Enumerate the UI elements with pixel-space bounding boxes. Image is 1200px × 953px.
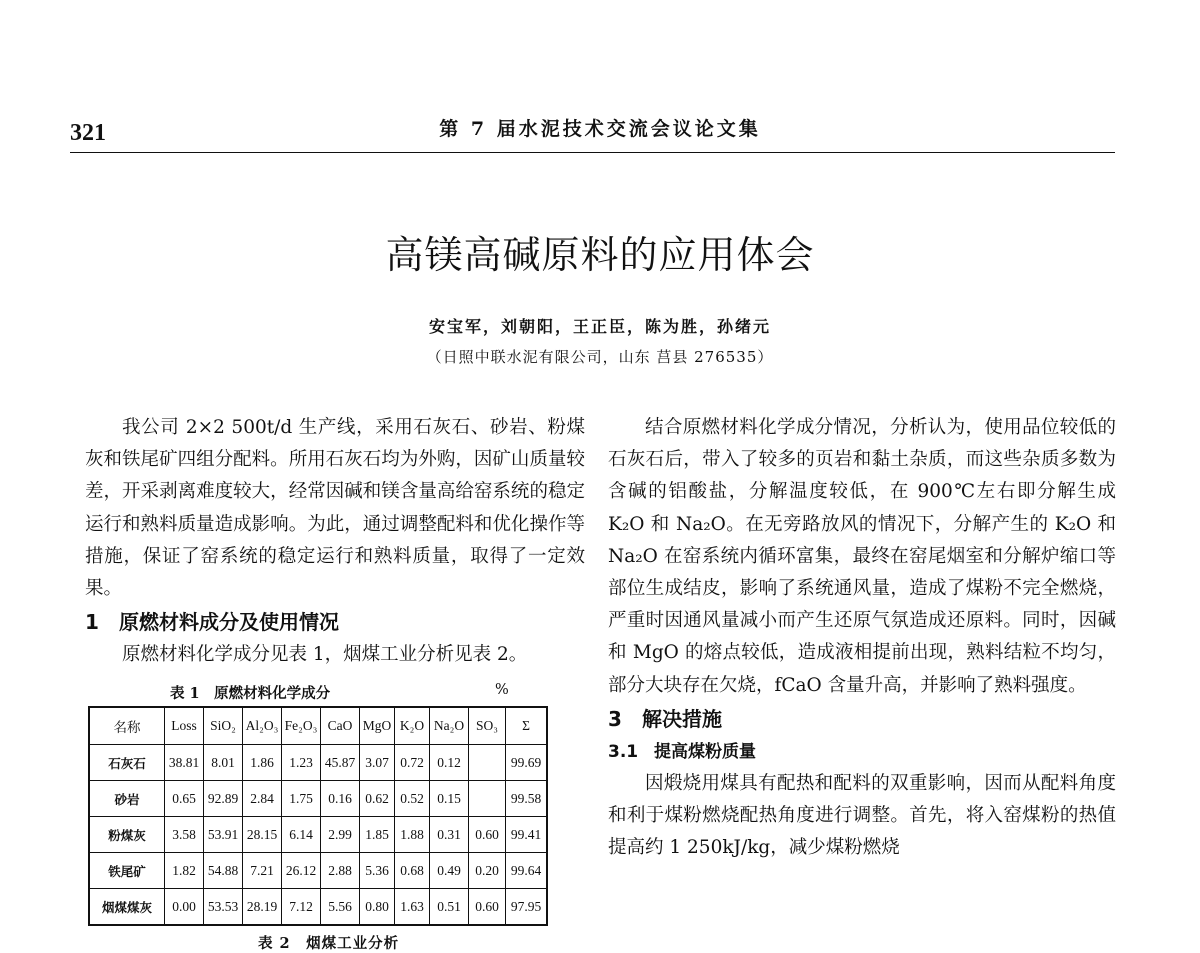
table-cell: 3.58 bbox=[165, 817, 204, 853]
table-cell: 99.69 bbox=[506, 745, 548, 781]
section-1-heading bbox=[85, 605, 585, 639]
col-header-so3: SO₃ bbox=[469, 707, 506, 745]
table-cell: 0.49 bbox=[430, 853, 469, 889]
article-authors: 安宝军，刘朝阳，王正臣，陈为胜，孙绪元 bbox=[428, 317, 771, 336]
page-number: 321 bbox=[70, 120, 106, 146]
table-row bbox=[89, 889, 547, 926]
table-1-unit: % bbox=[495, 682, 509, 698]
section-3-number: 3 bbox=[608, 706, 622, 731]
table-cell: 铁尾矿 bbox=[89, 853, 165, 889]
table-2-caption: 表 2 烟煤工业分析 bbox=[258, 935, 400, 952]
intro-paragraph: 我公司 2×2 500t/d 生产线，采用石灰石、砂岩、粉煤灰和铁尾矿四组分配料。所用石灰石均为外购，因矿山质量较差，开采剥离难度较大，经常因碱和镁含量高给窑系统的稳定运行和熟料质量造成影响。为此，通过调整配料和优化操作等措施，保证了窑系统的稳定运行和熟料质量，取得了一定效果。 bbox=[85, 417, 585, 600]
header-rule bbox=[70, 152, 1115, 153]
table-cell: 石灰石 bbox=[89, 745, 165, 781]
analysis-paragraph: 结合原燃材料化学成分情况，分析认为，使用品位较低的石灰石后，带入了较多的页岩和黏土杂质，而这些杂质多数为含碱的铝酸盐，分解温度较低，在 900℃左右即分解生成 K₂O 和 Na₂O。在无旁路放风的情况下，分解产生的 K₂O 和 Na₂O 在窑系统内循环富集，最终在窑尾烟室和分解炉缩口等部位生成结皮，影响了系统通风量，造成了煤粉不完全燃烧，严重时因通风量减小而产生还原气氛造成还原料。同时，因碱和 MgO 的熔点较低，造成液相提前出现，熟料结粒不均匀，部分大块存在欠烧，fCaO 含量升高，并影响了熟料强度。 bbox=[608, 417, 1116, 696]
table-cell: 28.19 bbox=[243, 889, 282, 926]
table-cell bbox=[469, 781, 506, 817]
table-cell: 0.60 bbox=[469, 817, 506, 853]
table-cell: 54.88 bbox=[204, 853, 243, 889]
table-row bbox=[89, 745, 547, 781]
section-3-title: 解决措施 bbox=[642, 706, 722, 731]
table-cell: 53.91 bbox=[204, 817, 243, 853]
section-1-number: 1 bbox=[85, 610, 99, 635]
table-cell: 3.07 bbox=[360, 745, 395, 781]
table-cell: 0.31 bbox=[430, 817, 469, 853]
table-cell: 2.84 bbox=[243, 781, 282, 817]
table-cell: 99.41 bbox=[506, 817, 548, 853]
table-cell: 0.80 bbox=[360, 889, 395, 926]
col-header-al2o3: Al₂O₃ bbox=[243, 707, 282, 745]
table-cell: 1.85 bbox=[360, 817, 395, 853]
table-cell: 99.64 bbox=[506, 853, 548, 889]
table-1-caption: 表 1 原燃材料化学成分 bbox=[170, 685, 331, 702]
table-cell: 1.86 bbox=[243, 745, 282, 781]
section-3-1-heading bbox=[608, 736, 1116, 768]
col-header-sum: Σ bbox=[506, 707, 548, 745]
table-cell: 28.15 bbox=[243, 817, 282, 853]
right-column bbox=[608, 412, 1116, 864]
table-cell: 8.01 bbox=[204, 745, 243, 781]
table-cell: 26.12 bbox=[282, 853, 321, 889]
table-cell: 1.88 bbox=[395, 817, 430, 853]
section-3-1-number: 3.1 bbox=[608, 741, 639, 762]
table-cell: 5.36 bbox=[360, 853, 395, 889]
table-cell: 1.23 bbox=[282, 745, 321, 781]
table-cell: 0.52 bbox=[395, 781, 430, 817]
table-cell: 0.65 bbox=[165, 781, 204, 817]
table-cell: 92.89 bbox=[204, 781, 243, 817]
table-cell: 45.87 bbox=[321, 745, 360, 781]
article-title: 高镁高碱原料的应用体会 bbox=[385, 233, 815, 277]
table-cell: 6.14 bbox=[282, 817, 321, 853]
article-affiliation: （日照中联水泥有限公司，山东 莒县 276535） bbox=[426, 348, 774, 366]
table-cell: 砂岩 bbox=[89, 781, 165, 817]
table-cell: 0.62 bbox=[360, 781, 395, 817]
table-cell: 7.21 bbox=[243, 853, 282, 889]
table-cell: 粉煤灰 bbox=[89, 817, 165, 853]
table-cell: 0.16 bbox=[321, 781, 360, 817]
table-1 bbox=[88, 706, 548, 926]
col-header-cao: CaO bbox=[321, 707, 360, 745]
table-cell: 99.58 bbox=[506, 781, 548, 817]
col-header-loss: Loss bbox=[165, 707, 204, 745]
table-cell: 0.60 bbox=[469, 889, 506, 926]
table-cell: 97.95 bbox=[506, 889, 548, 926]
col-header-k2o: K₂O bbox=[395, 707, 430, 745]
table-cell: 0.20 bbox=[469, 853, 506, 889]
table-cell: 5.56 bbox=[321, 889, 360, 926]
col-header-sio2: SiO₂ bbox=[204, 707, 243, 745]
section-3-heading bbox=[608, 702, 1116, 736]
table-cell bbox=[469, 745, 506, 781]
table-row bbox=[89, 781, 547, 817]
table-cell: 38.81 bbox=[165, 745, 204, 781]
table-header-row bbox=[89, 707, 547, 745]
table-cell: 0.72 bbox=[395, 745, 430, 781]
table-cell: 0.51 bbox=[430, 889, 469, 926]
table-cell: 53.53 bbox=[204, 889, 243, 926]
section-3-1-paragraph: 因煅烧用煤具有配热和配料的双重影响，因而从配料角度和利于煤粉燃烧配热角度进行调整。首先，将入窑煤粉的热值提高约 1 250kJ/kg，减少煤粉燃烧 bbox=[608, 772, 1116, 859]
table-cell: 1.82 bbox=[165, 853, 204, 889]
table-cell: 0.12 bbox=[430, 745, 469, 781]
section-1-title: 原燃材料成分及使用情况 bbox=[119, 610, 339, 635]
table-cell: 2.88 bbox=[321, 853, 360, 889]
table-cell: 0.15 bbox=[430, 781, 469, 817]
left-column bbox=[85, 412, 585, 671]
running-head: 第 7 届水泥技术交流会议论文集 bbox=[439, 118, 761, 140]
table-cell: 0.68 bbox=[395, 853, 430, 889]
table-cell: 2.99 bbox=[321, 817, 360, 853]
col-header-name: 名称 bbox=[89, 707, 165, 745]
section-3-1-title: 提高煤粉质量 bbox=[654, 741, 756, 762]
table-cell: 烟煤煤灰 bbox=[89, 889, 165, 926]
col-header-fe2o3: Fe₂O₃ bbox=[282, 707, 321, 745]
table-row bbox=[89, 853, 547, 889]
table-cell: 1.75 bbox=[282, 781, 321, 817]
table-row bbox=[89, 817, 547, 853]
col-header-na2o: Na₂O bbox=[430, 707, 469, 745]
table-cell: 0.00 bbox=[165, 889, 204, 926]
table-cell: 7.12 bbox=[282, 889, 321, 926]
col-header-mgo: MgO bbox=[360, 707, 395, 745]
section-1-paragraph: 原燃材料化学成分见表 1，烟煤工业分析见表 2。 bbox=[122, 644, 528, 666]
table-cell: 1.63 bbox=[395, 889, 430, 926]
